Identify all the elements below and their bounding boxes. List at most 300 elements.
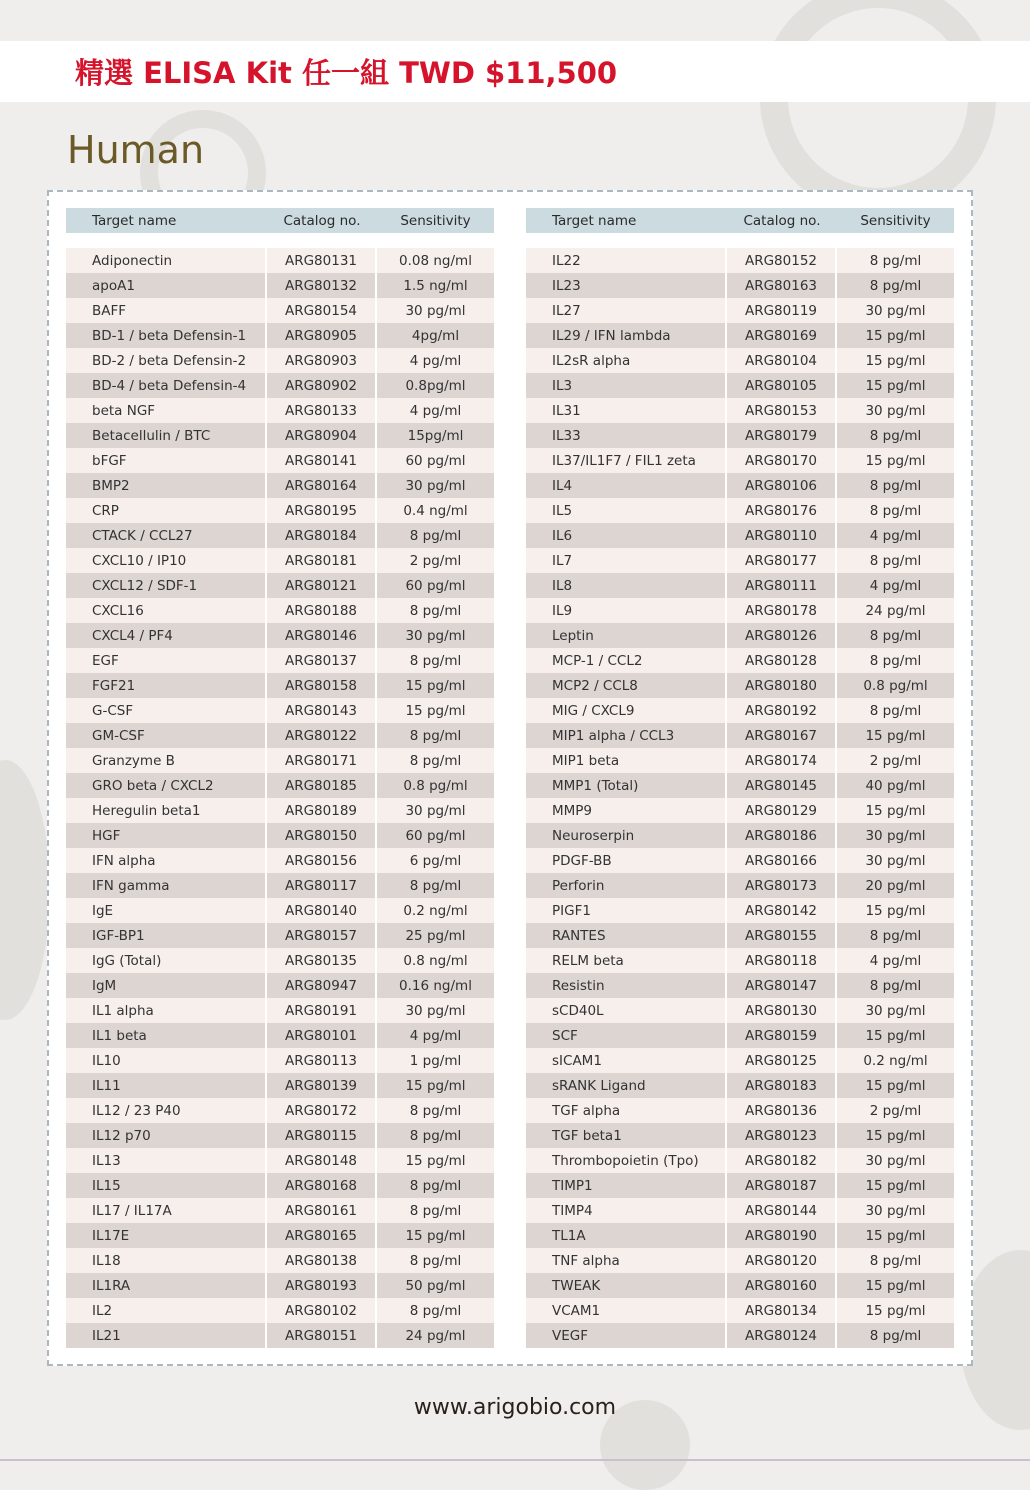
sensitivity-cell: 1.5 ng/ml [403, 277, 468, 294]
catalog-number-cell: ARG80101 [267, 1023, 377, 1048]
table-row [526, 823, 954, 848]
sensitivity-cell: 8 pg/ml [869, 927, 922, 944]
target-name-cell: IL33 [526, 423, 727, 448]
catalog-number-cell: ARG80186 [727, 823, 837, 848]
catalog-number-cell: ARG80117 [267, 873, 377, 898]
catalog-number-cell: ARG80191 [267, 998, 377, 1023]
target-name-cell: CTACK / CCL27 [66, 523, 267, 548]
target-name-cell: Betacellulin / BTC [66, 423, 267, 448]
sensitivity-cell: 8 pg/ml [869, 627, 922, 644]
table-row [526, 1048, 954, 1073]
sensitivity-cell: 0.8 pg/ml [403, 777, 468, 794]
column-header-target: Target name [552, 212, 637, 229]
table-row [66, 298, 494, 323]
target-name-cell: apoA1 [66, 273, 267, 298]
sensitivity-cell: 2 pg/ml [409, 552, 462, 569]
catalog-number-cell: ARG80161 [267, 1198, 377, 1223]
table-row [66, 1098, 494, 1123]
table-row [526, 798, 954, 823]
table-row [66, 448, 494, 473]
table-row [526, 1148, 954, 1173]
column-header-sensitivity: Sensitivity [400, 212, 471, 229]
table-row [66, 273, 494, 298]
sensitivity-cell: 30 pg/ml [865, 402, 926, 419]
catalog-number-cell: ARG80113 [267, 1048, 377, 1073]
table-row [526, 1173, 954, 1198]
catalog-number-cell: ARG80189 [267, 798, 377, 823]
table-row [66, 873, 494, 898]
catalog-number-cell: ARG80190 [727, 1223, 837, 1248]
target-name-cell: CXCL4 / PF4 [66, 623, 267, 648]
table-row [66, 673, 494, 698]
target-name-cell: TIMP4 [526, 1198, 727, 1223]
target-name-cell: G-CSF [66, 698, 267, 723]
sensitivity-cell: 8 pg/ml [409, 877, 462, 894]
target-name-cell: sRANK Ligand [526, 1073, 727, 1098]
table-row [526, 723, 954, 748]
target-name-cell: IL29 / IFN lambda [526, 323, 727, 348]
table-row [66, 323, 494, 348]
table-header [66, 208, 494, 233]
sensitivity-cell: 15 pg/ml [865, 327, 926, 344]
target-name-cell: IL23 [526, 273, 727, 298]
sensitivity-cell: 0.4 ng/ml [403, 502, 468, 519]
catalog-number-cell: ARG80118 [727, 948, 837, 973]
sensitivity-cell: 1 pg/ml [409, 1052, 462, 1069]
table-row [526, 373, 954, 398]
catalog-number-cell: ARG80183 [727, 1073, 837, 1098]
sensitivity-cell: 15 pg/ml [865, 727, 926, 744]
catalog-number-cell: ARG80142 [727, 898, 837, 923]
target-name-cell: IgM [66, 973, 267, 998]
catalog-number-cell: ARG80148 [267, 1148, 377, 1173]
table-row [66, 473, 494, 498]
website-url[interactable]: www.arigobio.com [413, 1395, 617, 1420]
target-name-cell: beta NGF [66, 398, 267, 423]
catalog-number-cell: ARG80131 [267, 248, 377, 273]
table-row [526, 898, 954, 923]
target-name-cell: MCP2 / CCL8 [526, 673, 727, 698]
sensitivity-cell: 30 pg/ml [405, 802, 466, 819]
catalog-number-cell: ARG80154 [267, 298, 377, 323]
table-row [526, 973, 954, 998]
sensitivity-cell: 8 pg/ml [869, 1327, 922, 1344]
table-row [66, 998, 494, 1023]
table-row [66, 698, 494, 723]
target-name-cell: TIMP1 [526, 1173, 727, 1198]
target-name-cell: IL22 [526, 248, 727, 273]
target-name-cell: BAFF [66, 298, 267, 323]
catalog-number-cell: ARG80170 [727, 448, 837, 473]
target-name-cell: BD-4 / beta Defensin-4 [66, 373, 267, 398]
sensitivity-cell: 15 pg/ml [865, 1127, 926, 1144]
target-name-cell: Perforin [526, 873, 727, 898]
table-row [526, 248, 954, 273]
column-header-sensitivity: Sensitivity [860, 212, 931, 229]
table-row [66, 573, 494, 598]
catalog-number-cell: ARG80160 [727, 1273, 837, 1298]
catalog-number-cell: ARG80110 [727, 523, 837, 548]
column-header-catalog: Catalog no. [743, 212, 821, 229]
catalog-number-cell: ARG80167 [727, 723, 837, 748]
table-row [66, 948, 494, 973]
catalog-number-cell: ARG80902 [267, 373, 377, 398]
table-row [66, 723, 494, 748]
sensitivity-cell: 0.8 ng/ml [403, 952, 468, 969]
sensitivity-cell: 30 pg/ml [865, 827, 926, 844]
table-row [66, 498, 494, 523]
sensitivity-cell: 4 pg/ml [869, 577, 922, 594]
target-name-cell: Resistin [526, 973, 727, 998]
sensitivity-cell: 0.8pg/ml [405, 377, 466, 394]
target-name-cell: IL8 [526, 573, 727, 598]
sensitivity-cell: 50 pg/ml [405, 1277, 466, 1294]
sensitivity-cell: 8 pg/ml [409, 1202, 462, 1219]
target-name-cell: EGF [66, 648, 267, 673]
catalog-number-cell: ARG80904 [267, 423, 377, 448]
catalog-number-cell: ARG80140 [267, 898, 377, 923]
table-row [66, 348, 494, 373]
catalog-number-cell: ARG80111 [727, 573, 837, 598]
catalog-number-cell: ARG80141 [267, 448, 377, 473]
sensitivity-cell: 30 pg/ml [865, 852, 926, 869]
target-name-cell: TWEAK [526, 1273, 727, 1298]
catalog-number-cell: ARG80124 [727, 1323, 837, 1348]
catalog-number-cell: ARG80193 [267, 1273, 377, 1298]
sensitivity-cell: 30 pg/ml [405, 1002, 466, 1019]
sensitivity-cell: 8 pg/ml [869, 552, 922, 569]
sensitivity-cell: 4 pg/ml [409, 352, 462, 369]
sensitivity-cell: 8 pg/ml [409, 1127, 462, 1144]
table-row [66, 1323, 494, 1348]
catalog-number-cell: ARG80153 [727, 398, 837, 423]
catalog-number-cell: ARG80169 [727, 323, 837, 348]
table-row [526, 398, 954, 423]
background-decoration-ring [760, 0, 996, 216]
table-row [66, 1298, 494, 1323]
sensitivity-cell: 0.16 ng/ml [399, 977, 472, 994]
table-row [526, 1198, 954, 1223]
table-row [526, 873, 954, 898]
table-row [66, 523, 494, 548]
catalog-number-cell: ARG80132 [267, 273, 377, 298]
table-row [66, 1223, 494, 1248]
catalog-number-cell: ARG80122 [267, 723, 377, 748]
target-name-cell: BD-2 / beta Defensin-2 [66, 348, 267, 373]
sensitivity-cell: 0.8 pg/ml [863, 677, 928, 694]
target-name-cell: IgE [66, 898, 267, 923]
target-name-cell: IL15 [66, 1173, 267, 1198]
target-name-cell: TL1A [526, 1223, 727, 1248]
sensitivity-cell: 15 pg/ml [405, 1077, 466, 1094]
target-name-cell: IFN alpha [66, 848, 267, 873]
sensitivity-cell: 4 pg/ml [409, 402, 462, 419]
target-name-cell: RELM beta [526, 948, 727, 973]
table-row [526, 1023, 954, 1048]
catalog-number-cell: ARG80105 [727, 373, 837, 398]
catalog-number-cell: ARG80165 [267, 1223, 377, 1248]
target-name-cell: IL1 beta [66, 1023, 267, 1048]
table-row [526, 648, 954, 673]
table-row [66, 898, 494, 923]
sensitivity-cell: 24 pg/ml [865, 602, 926, 619]
table-row [526, 298, 954, 323]
sensitivity-cell: 15 pg/ml [865, 1177, 926, 1194]
table-row [526, 1073, 954, 1098]
sensitivity-cell: 60 pg/ml [405, 577, 466, 594]
catalog-number-cell: ARG80133 [267, 398, 377, 423]
table-row [66, 923, 494, 948]
promo-banner [0, 41, 1030, 102]
catalog-number-cell: ARG80121 [267, 573, 377, 598]
target-name-cell: TGF beta1 [526, 1123, 727, 1148]
target-name-cell: HGF [66, 823, 267, 848]
sensitivity-cell: 15 pg/ml [865, 1227, 926, 1244]
target-name-cell: IL3 [526, 373, 727, 398]
sensitivity-cell: 30 pg/ml [865, 302, 926, 319]
background-decoration-circle [0, 760, 50, 1020]
catalog-number-cell: ARG80145 [727, 773, 837, 798]
target-name-cell: Adiponectin [66, 248, 267, 273]
table-row [526, 1248, 954, 1273]
table-row [526, 623, 954, 648]
sensitivity-cell: 8 pg/ml [409, 1302, 462, 1319]
table-body-right [526, 248, 954, 1348]
table-row [526, 923, 954, 948]
target-name-cell: IL7 [526, 548, 727, 573]
target-name-cell: IGF-BP1 [66, 923, 267, 948]
target-name-cell: PDGF-BB [526, 848, 727, 873]
table-row [66, 423, 494, 448]
catalog-number-cell: ARG80173 [727, 873, 837, 898]
table-row [66, 248, 494, 273]
table-header [526, 208, 954, 233]
sensitivity-cell: 8 pg/ml [869, 502, 922, 519]
target-name-cell: Leptin [526, 623, 727, 648]
sensitivity-cell: 8 pg/ml [869, 702, 922, 719]
table-row [66, 373, 494, 398]
table-row [66, 1023, 494, 1048]
table-row [66, 973, 494, 998]
sensitivity-cell: 8 pg/ml [409, 752, 462, 769]
column-header-catalog: Catalog no. [283, 212, 361, 229]
catalog-number-cell: ARG80130 [727, 998, 837, 1023]
sensitivity-cell: 8 pg/ml [409, 1252, 462, 1269]
sensitivity-cell: 24 pg/ml [405, 1327, 466, 1344]
table-row [66, 1173, 494, 1198]
promo-title: 精選 ELISA Kit 任一組 TWD $11,500 [75, 56, 618, 90]
table-row [526, 998, 954, 1023]
catalog-number-cell: ARG80185 [267, 773, 377, 798]
table-row [526, 773, 954, 798]
sensitivity-cell: 15 pg/ml [405, 702, 466, 719]
target-name-cell: IFN gamma [66, 873, 267, 898]
catalog-number-cell: ARG80119 [727, 298, 837, 323]
target-name-cell: IL21 [66, 1323, 267, 1348]
sensitivity-cell: 2 pg/ml [869, 1102, 922, 1119]
catalog-number-cell: ARG80947 [267, 973, 377, 998]
table-row [66, 773, 494, 798]
table-row [526, 1273, 954, 1298]
target-name-cell: IL10 [66, 1048, 267, 1073]
sensitivity-cell: 15 pg/ml [865, 352, 926, 369]
table-row [66, 798, 494, 823]
target-name-cell: IL12 / 23 P40 [66, 1098, 267, 1123]
table-row [66, 398, 494, 423]
catalog-number-cell: ARG80157 [267, 923, 377, 948]
target-name-cell: MMP1 (Total) [526, 773, 727, 798]
target-name-cell: Neuroserpin [526, 823, 727, 848]
catalog-number-cell: ARG80150 [267, 823, 377, 848]
table-row [526, 323, 954, 348]
table-row [526, 573, 954, 598]
table-row [66, 548, 494, 573]
sensitivity-cell: 15 pg/ml [865, 1027, 926, 1044]
sensitivity-cell: 8 pg/ml [409, 1177, 462, 1194]
target-name-cell: FGF21 [66, 673, 267, 698]
target-name-cell: IL5 [526, 498, 727, 523]
column-header-target: Target name [92, 212, 177, 229]
catalog-number-cell: ARG80137 [267, 648, 377, 673]
catalog-number-cell: ARG80115 [267, 1123, 377, 1148]
sensitivity-cell: 30 pg/ml [865, 1152, 926, 1169]
target-name-cell: BD-1 / beta Defensin-1 [66, 323, 267, 348]
target-name-cell: IL13 [66, 1148, 267, 1173]
table-row [526, 1298, 954, 1323]
catalog-number-cell: ARG80128 [727, 648, 837, 673]
sensitivity-cell: 8 pg/ml [869, 252, 922, 269]
sensitivity-cell: 8 pg/ml [869, 977, 922, 994]
table-row [526, 948, 954, 973]
target-name-cell: MMP9 [526, 798, 727, 823]
catalog-number-cell: ARG80188 [267, 598, 377, 623]
section-title: Human [67, 128, 205, 172]
catalog-number-cell: ARG80134 [727, 1298, 837, 1323]
table-row [66, 1248, 494, 1273]
catalog-number-cell: ARG80139 [267, 1073, 377, 1098]
sensitivity-cell: 8 pg/ml [869, 477, 922, 494]
sensitivity-cell: 8 pg/ml [869, 652, 922, 669]
product-table-panel [47, 190, 973, 1366]
sensitivity-cell: 8 pg/ml [409, 1102, 462, 1119]
sensitivity-cell: 15 pg/ml [865, 452, 926, 469]
catalog-number-cell: ARG80178 [727, 598, 837, 623]
table-row [66, 1073, 494, 1098]
sensitivity-cell: 4 pg/ml [869, 952, 922, 969]
target-name-cell: IL1 alpha [66, 998, 267, 1023]
sensitivity-cell: 8 pg/ml [409, 602, 462, 619]
table-row [526, 748, 954, 773]
target-name-cell: IL6 [526, 523, 727, 548]
target-name-cell: IL9 [526, 598, 727, 623]
catalog-number-cell: ARG80166 [727, 848, 837, 873]
target-name-cell: CXCL12 / SDF-1 [66, 573, 267, 598]
product-table-right [526, 208, 954, 1348]
catalog-number-cell: ARG80164 [267, 473, 377, 498]
target-name-cell: IL18 [66, 1248, 267, 1273]
table-row [66, 1123, 494, 1148]
catalog-number-cell: ARG80147 [727, 973, 837, 998]
sensitivity-cell: 30 pg/ml [865, 1202, 926, 1219]
target-name-cell: MIP1 alpha / CCL3 [526, 723, 727, 748]
table-body-left [66, 248, 494, 1348]
table-row [526, 1223, 954, 1248]
target-name-cell: IL37/IL1F7 / FIL1 zeta [526, 448, 727, 473]
catalog-number-cell: ARG80151 [267, 1323, 377, 1348]
sensitivity-cell: 8 pg/ml [869, 1252, 922, 1269]
sensitivity-cell: 15 pg/ml [405, 1227, 466, 1244]
target-name-cell: Granzyme B [66, 748, 267, 773]
target-name-cell: IL17E [66, 1223, 267, 1248]
sensitivity-cell: 15 pg/ml [865, 377, 926, 394]
target-name-cell: MCP-1 / CCL2 [526, 648, 727, 673]
catalog-number-cell: ARG80168 [267, 1173, 377, 1198]
sensitivity-cell: 8 pg/ml [409, 727, 462, 744]
table-row [526, 1123, 954, 1148]
target-name-cell: IL2 [66, 1298, 267, 1323]
target-name-cell: IL27 [526, 298, 727, 323]
catalog-number-cell: ARG80146 [267, 623, 377, 648]
catalog-number-cell: ARG80156 [267, 848, 377, 873]
target-name-cell: TNF alpha [526, 1248, 727, 1273]
target-name-cell: CXCL10 / IP10 [66, 548, 267, 573]
target-name-cell: sCD40L [526, 998, 727, 1023]
sensitivity-cell: 15 pg/ml [405, 677, 466, 694]
catalog-number-cell: ARG80129 [727, 798, 837, 823]
table-row [66, 823, 494, 848]
table-row [66, 748, 494, 773]
sensitivity-cell: 0.2 ng/ml [863, 1052, 928, 1069]
table-row [66, 1273, 494, 1298]
target-name-cell: Heregulin beta1 [66, 798, 267, 823]
target-name-cell: IL1RA [66, 1273, 267, 1298]
target-name-cell: TGF alpha [526, 1098, 727, 1123]
table-row [526, 448, 954, 473]
target-name-cell: BMP2 [66, 473, 267, 498]
catalog-number-cell: ARG80152 [727, 248, 837, 273]
sensitivity-cell: 0.2 ng/ml [403, 902, 468, 919]
sensitivity-cell: 15 pg/ml [865, 802, 926, 819]
target-name-cell: IL31 [526, 398, 727, 423]
table-row [526, 548, 954, 573]
target-name-cell: MIG / CXCL9 [526, 698, 727, 723]
target-name-cell: SCF [526, 1023, 727, 1048]
target-name-cell: RANTES [526, 923, 727, 948]
target-name-cell: CXCL16 [66, 598, 267, 623]
table-row [526, 848, 954, 873]
sensitivity-cell: 30 pg/ml [405, 302, 466, 319]
sensitivity-cell: 2 pg/ml [869, 752, 922, 769]
catalog-number-cell: ARG80172 [267, 1098, 377, 1123]
sensitivity-cell: 30 pg/ml [405, 627, 466, 644]
target-name-cell: IgG (Total) [66, 948, 267, 973]
sensitivity-cell: 30 pg/ml [865, 1002, 926, 1019]
sensitivity-cell: 4 pg/ml [409, 1027, 462, 1044]
table-row [526, 1098, 954, 1123]
catalog-number-cell: ARG80905 [267, 323, 377, 348]
sensitivity-cell: 6 pg/ml [409, 852, 462, 869]
catalog-number-cell: ARG80177 [727, 548, 837, 573]
catalog-number-cell: ARG80104 [727, 348, 837, 373]
sensitivity-cell: 0.08 ng/ml [399, 252, 472, 269]
catalog-number-cell: ARG80123 [727, 1123, 837, 1148]
catalog-number-cell: ARG80125 [727, 1048, 837, 1073]
table-row [526, 273, 954, 298]
target-name-cell: IL12 p70 [66, 1123, 267, 1148]
table-row [526, 598, 954, 623]
sensitivity-cell: 60 pg/ml [405, 452, 466, 469]
target-name-cell: PIGF1 [526, 898, 727, 923]
